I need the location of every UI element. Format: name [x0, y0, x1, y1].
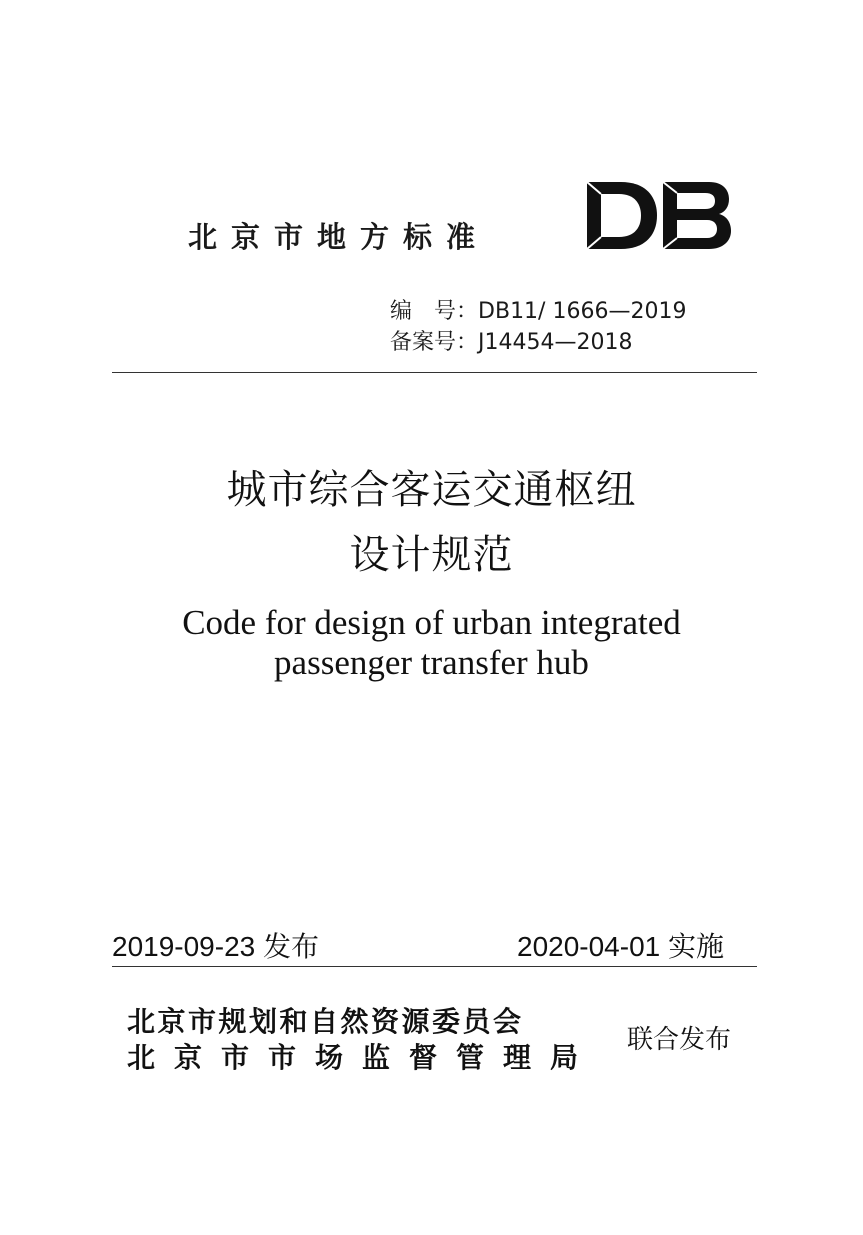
effective-date: 2020-04-01 实施 [517, 931, 725, 962]
issue-date: 2019-09-23 发布 [112, 931, 320, 962]
standard-number-value: DB11/ 1666—2019 [478, 299, 687, 324]
title-en-line2: passenger transfer hub [274, 643, 589, 682]
record-number-value: J14454—2018 [478, 330, 633, 355]
title-zh-line2: 设计规范 [349, 532, 514, 578]
standard-number-label: 编 号 [390, 299, 457, 324]
bottom-divider [112, 966, 757, 967]
title-en-line1: Code for design of urban integrated [182, 603, 681, 642]
record-number-separator: ： [456, 330, 479, 355]
standard-number-separator: ： [456, 299, 479, 324]
standard-number [390, 294, 686, 325]
joint-release-label: 联合发布 [627, 1025, 732, 1055]
publisher-line1: 北京市规划和自然资源委员会 [127, 1005, 524, 1038]
record-number-label: 备案号 [390, 330, 457, 355]
record-number [390, 325, 633, 356]
title-zh-line1: 城市综合客运交通枢纽 [226, 467, 637, 513]
standard-type: 北京市地方标准 [188, 220, 490, 254]
db-logo [583, 178, 733, 253]
publisher-line2: 北京市市场监督管理局 [127, 1041, 598, 1074]
top-divider [112, 372, 757, 373]
